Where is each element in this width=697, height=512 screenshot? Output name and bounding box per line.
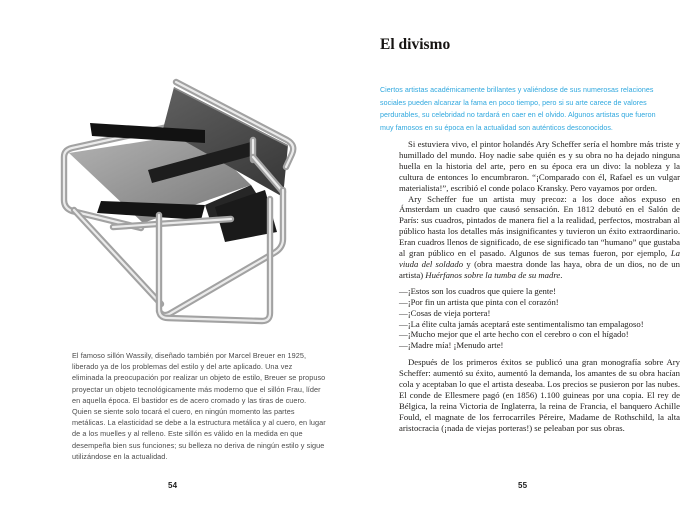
page-number-right: 55 bbox=[518, 481, 528, 490]
paragraph: Después de los primeros éxitos se publicó una gran monografía sobre Ary Scheffer: aumentó su éxito, aumentó la demanda, los amantes de su obra hacían cola y aceptaban lo que el artista deseaba. Los precios se pusieron por las nubes. El conde de Ellesmere pagó (en 1856) 1.100 guineas por una copia. El rey de Bélgica, la reina Victoria de Inglaterra, la reina de Francia, el banquero Achille Fould, el magnate de los ferrocarriles Péreire, Madame de Rothschild, la alta aristocracia (¡nada de viejas porteras!) se peleaban por sus obras. bbox=[399, 357, 680, 433]
paragraph: Ary Scheffer fue un artista muy precoz: a los doce años expuso en Ámsterdam un cuadro que causó sensación. En 1812 debutó en el Salón de París: sus cuadros, pintados de manera fiel a la realidad, perfectos, mostraban al público hasta los detalles más insignificantes y tuvieron un éxito extraordinario. Eran cuadros llenos de significado, de ese significado tan “humano” que gustaba al gran público en el pasado. Algunos de sus temas fueron, por ejemplo, La viuda del soldado y (obra maestra donde las haya, obra de un dios, no de un artista) Huérfanos sobre la tumba de su madre. bbox=[399, 193, 680, 280]
dialogue-line: —¡Cosas de vieja portera! bbox=[399, 307, 491, 318]
lead-paragraph: Ciertos artistas académicamente brillantes y valiéndose de sus numerosas relaciones sociales pueden alcanzar la fama en poco tiempo, pero si su arte carece de valores perdurables, su celebridad no tardará en caer en el olvido. Algunos artistas que fueron muy famosos en su época en la actualidad son auténticos desconocidos. bbox=[380, 86, 656, 133]
dialogue-line: —¡Mucho mejor que el arte hecho con el cerebro o con el hígado! bbox=[399, 329, 629, 340]
dialogue-line: —¡Madre mía! ¡Menudo arte! bbox=[399, 340, 504, 351]
dialogue-line: —¡La élite culta jamás aceptará este sentimentalismo tan empalagoso! bbox=[399, 318, 644, 329]
chair-photo-figure bbox=[55, 57, 345, 347]
photo-caption: El famoso sillón Wassily, diseñado también por Marcel Breuer en 1925, liberado ya de los problemas del estilo y del arte aplicado. Una vez eliminada la preocupación por realizar un objeto de estilo, Breuer se propuso proyectar un objeto tecnológicamente más moderno que el sillón Frau, líder en aquella época. El bastidor es de acero cromado y las tiras de cuero. Quien se siente solo tocará el cuero, en ningún momento las partes metálicas. La elasticidad se debe a la estructura metálica y al cuero, en lugar de a los muelles y al relleno. Este sillón es válido en la medida en que desempeña bien sus funciones; su belleza no deriva de ningún estilo y sigue utilizándose en la actualidad. bbox=[72, 351, 326, 461]
dialogue-line: —¡Por fin un artista que pinta con el corazón! bbox=[399, 296, 559, 307]
dialogue-block bbox=[399, 286, 680, 351]
paragraph: Si estuviera vivo, el pintor holandés Ary Scheffer sería el hombre más triste y humillado del mundo. Hoy nadie sabe quién es y su obra no ha dejado ninguna huella en la historia del arte, pero en su época era un divo: la nobleza y la cultura de entonces lo encumbraron. “¡Comparado con él, Rafael es un vulgar materialista!”, escribió el conde polaco Kransky. Pero vayamos por orden. bbox=[399, 139, 680, 193]
wassily-chair-photo bbox=[55, 57, 345, 347]
dialogue-line: —¡Estos son los cuadros que quiere la gente! bbox=[399, 285, 557, 296]
chapter-title: El divismo bbox=[380, 36, 451, 53]
page-number-left: 54 bbox=[168, 481, 178, 490]
page-left bbox=[0, 0, 348, 512]
body-text bbox=[399, 139, 680, 434]
